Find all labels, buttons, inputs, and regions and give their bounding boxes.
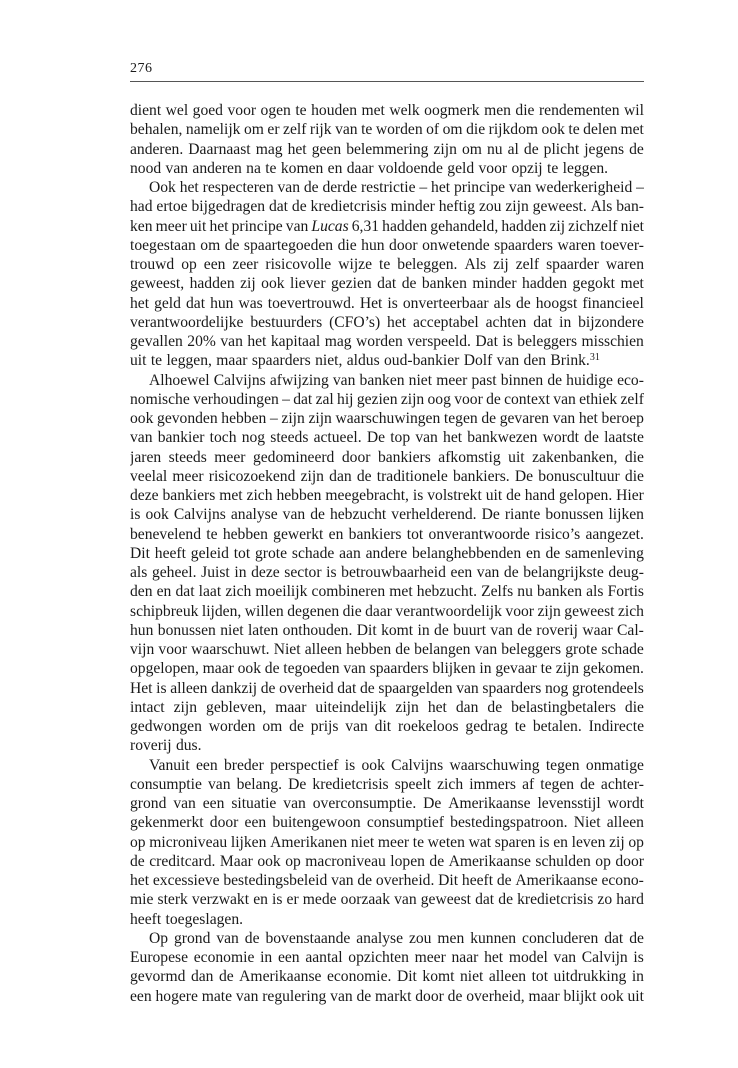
text-line: anderen. Daarnaast mag het geen belemmering zijn om nu al de plicht jegens de [130, 140, 644, 158]
text-line: Dit heeft geleid tot grote schade aan andere belanghebbenden en de samenleving [130, 544, 644, 562]
body-text [130, 101, 644, 1006]
text-line: nood van anderen na te komen en daar voldoende geld voor opzij te leggen. [130, 159, 609, 177]
text-line: gekenmerkt door een buitengewoon consumptief bestedingspatroon. Niet alleen [130, 814, 644, 832]
text-line: gedwongen worden om de prijs van dit roekeloos gedrag te betalen. Indirecte [130, 718, 644, 735]
text-line: verantwoordelijke bestuurders (CFO’s) het acceptabel achten dat in bijzondere [130, 313, 644, 331]
text-line: Alhoewel Calvijns afwijzing van banken niet meer past binnen de huidige eco- [149, 371, 644, 389]
text-line: deze bankiers met zich hebben meegebracht, is volstrekt uit de hand gelopen. Hier [130, 487, 644, 504]
text-line: op microniveau lijken Amerikanen niet meer te weten wat sparen is en leven zij op [130, 833, 644, 851]
header-rule [130, 81, 644, 82]
text-line: jaren steeds meer gedomineerd door bankiers afkomstig uit zakenbanken, die [130, 448, 644, 466]
text-line: is ook Calvijns analyse van de hebzucht verhelderend. De riante bonussen lijken [130, 506, 644, 524]
text-line: heeft toegeslagen. [130, 910, 244, 928]
text-line: als geheel. Juist in deze sector is betrouwbaarheid een van de belangrijkste deug- [130, 564, 644, 581]
text-line: vijn voor waarschuwt. Niet alleen hebben de belangen van beleggers grote schade [130, 641, 644, 658]
text-line: Europese economie in een aantal opzichten meer naar het model van Calvijn is [130, 949, 644, 966]
text-line: van bankier toch nog steeds actueel. De top van het bankwezen wordt de laatste [130, 429, 644, 447]
footnote-ref: 31 [589, 352, 600, 364]
text-line: ken meer uit het principe van Lucas 6,31 hadden gehandeld, hadden zij zichzelf niet [130, 217, 644, 235]
text-line: consumptie van belang. De kredietcrisis speelt zich immers af tegen de achter- [130, 775, 644, 793]
text-line: toegestaan om de spaartegoeden die hun door onwetende spaarders waren toever- [130, 236, 644, 254]
text-line: Vanuit een breder perspectief is ook Calvijns waarschuwing tegen onmatige [149, 756, 644, 774]
text-line: roverij dus. [130, 737, 202, 755]
text-line: gevallen 20% van het kapitaal mag worden verspeeld. Dat is beleggers misschien [130, 333, 644, 350]
text-line: gevormd dan de Amerikaanse economie. Dit komt niet alleen tot uitdrukking in [130, 968, 644, 986]
paragraph [130, 756, 644, 929]
text-line: nomische verhoudingen – dat zal hij gezien zijn oog voor de context van ethiek zelf [130, 390, 644, 408]
text-line: hun bonussen niet laten onthouden. Dit komt in de buurt van de roverij waar Cal- [130, 621, 644, 639]
text-line: veelal meer risicozoekend zijn dan de traditionele bankiers. De bonuscultuur die [130, 467, 644, 485]
text-line: trouwd op een zeer risicovolle wijze te beleggen. Als zij zelf spaarder waren [130, 256, 644, 273]
text-line: benevelend te hebben gewerkt en bankiers tot onverantwoorde risico’s aangezet. [130, 525, 644, 543]
paragraph [130, 371, 644, 756]
page-number: 276 [130, 61, 153, 76]
text-line: het excessieve bestedingsbeleid van de overheid. Dit heeft de Amerikaanse econo- [130, 872, 644, 889]
text-line: den en dat laat zich moeilijk combineren met hebzucht. Zelfs nu banken als Fortis [130, 583, 644, 601]
paragraph [130, 178, 644, 371]
text-line: grond van een situatie van overconsumptie. De Amerikaanse levensstijl wordt [130, 795, 644, 812]
text-line: Ook het respecteren van de derde restrictie – het principe van wederkerigheid – [149, 179, 644, 196]
text-line: behalen, namelijk om er zelf rijk van te worden of om die rijkdom ook te delen met [130, 121, 644, 139]
text-line: mie sterk verzwakt en is er mede oorzaak van geweest dat de kredietcrisis zo hard [130, 891, 644, 909]
text-line: geweest, hadden zij ook liever gezien dat de banken minder hadden gegokt met [130, 275, 644, 293]
text-line: opgelopen, maar ook de tegoeden van spaarders blijken in gevaar te zijn gekomen. [130, 660, 644, 678]
text-line: de creditcard. Maar ook op macroniveau lopen de Amerikaanse schulden op door [130, 852, 644, 870]
text-line: ook gevonden hebben – zijn zijn waarschuwingen tegen de gevaren van het beroep [130, 410, 644, 427]
text-line: Het is alleen dankzij de overheid dat de spaargelden van spaarders nog grotendeels [130, 679, 644, 697]
text-line: uit te leggen, maar spaarders niet, aldus oud-bankier Dolf van den Brink.$^{31}$ [130, 352, 600, 370]
paragraph [130, 929, 644, 1006]
text-line: had ertoe bijgedragen dat de kredietcrisis minder heftig zou zijn geweest. Als ban- [130, 198, 644, 216]
text-line: dient wel goed voor ogen te houden met welk oogmerk men die rendementen wil [130, 102, 644, 119]
text-line: Op grond van de bovenstaande analyse zou men kunnen concluderen dat de [149, 929, 644, 947]
text-line: het geld dat hun was toevertrouwd. Het is onverteerbaar als de hoogst financieel [130, 294, 644, 312]
text-line: intact zijn gebleven, maar uiteindelijk zijn het dan de belastingbetalers die [130, 698, 644, 716]
text-line: een hogere mate van regulering van de markt door de overheid, maar blijkt ook uit [130, 987, 644, 1005]
text-line: schipbreuk lijden, willen degenen die daar verantwoordelijk voor zijn geweest zich [130, 602, 644, 620]
paragraph [130, 101, 644, 178]
